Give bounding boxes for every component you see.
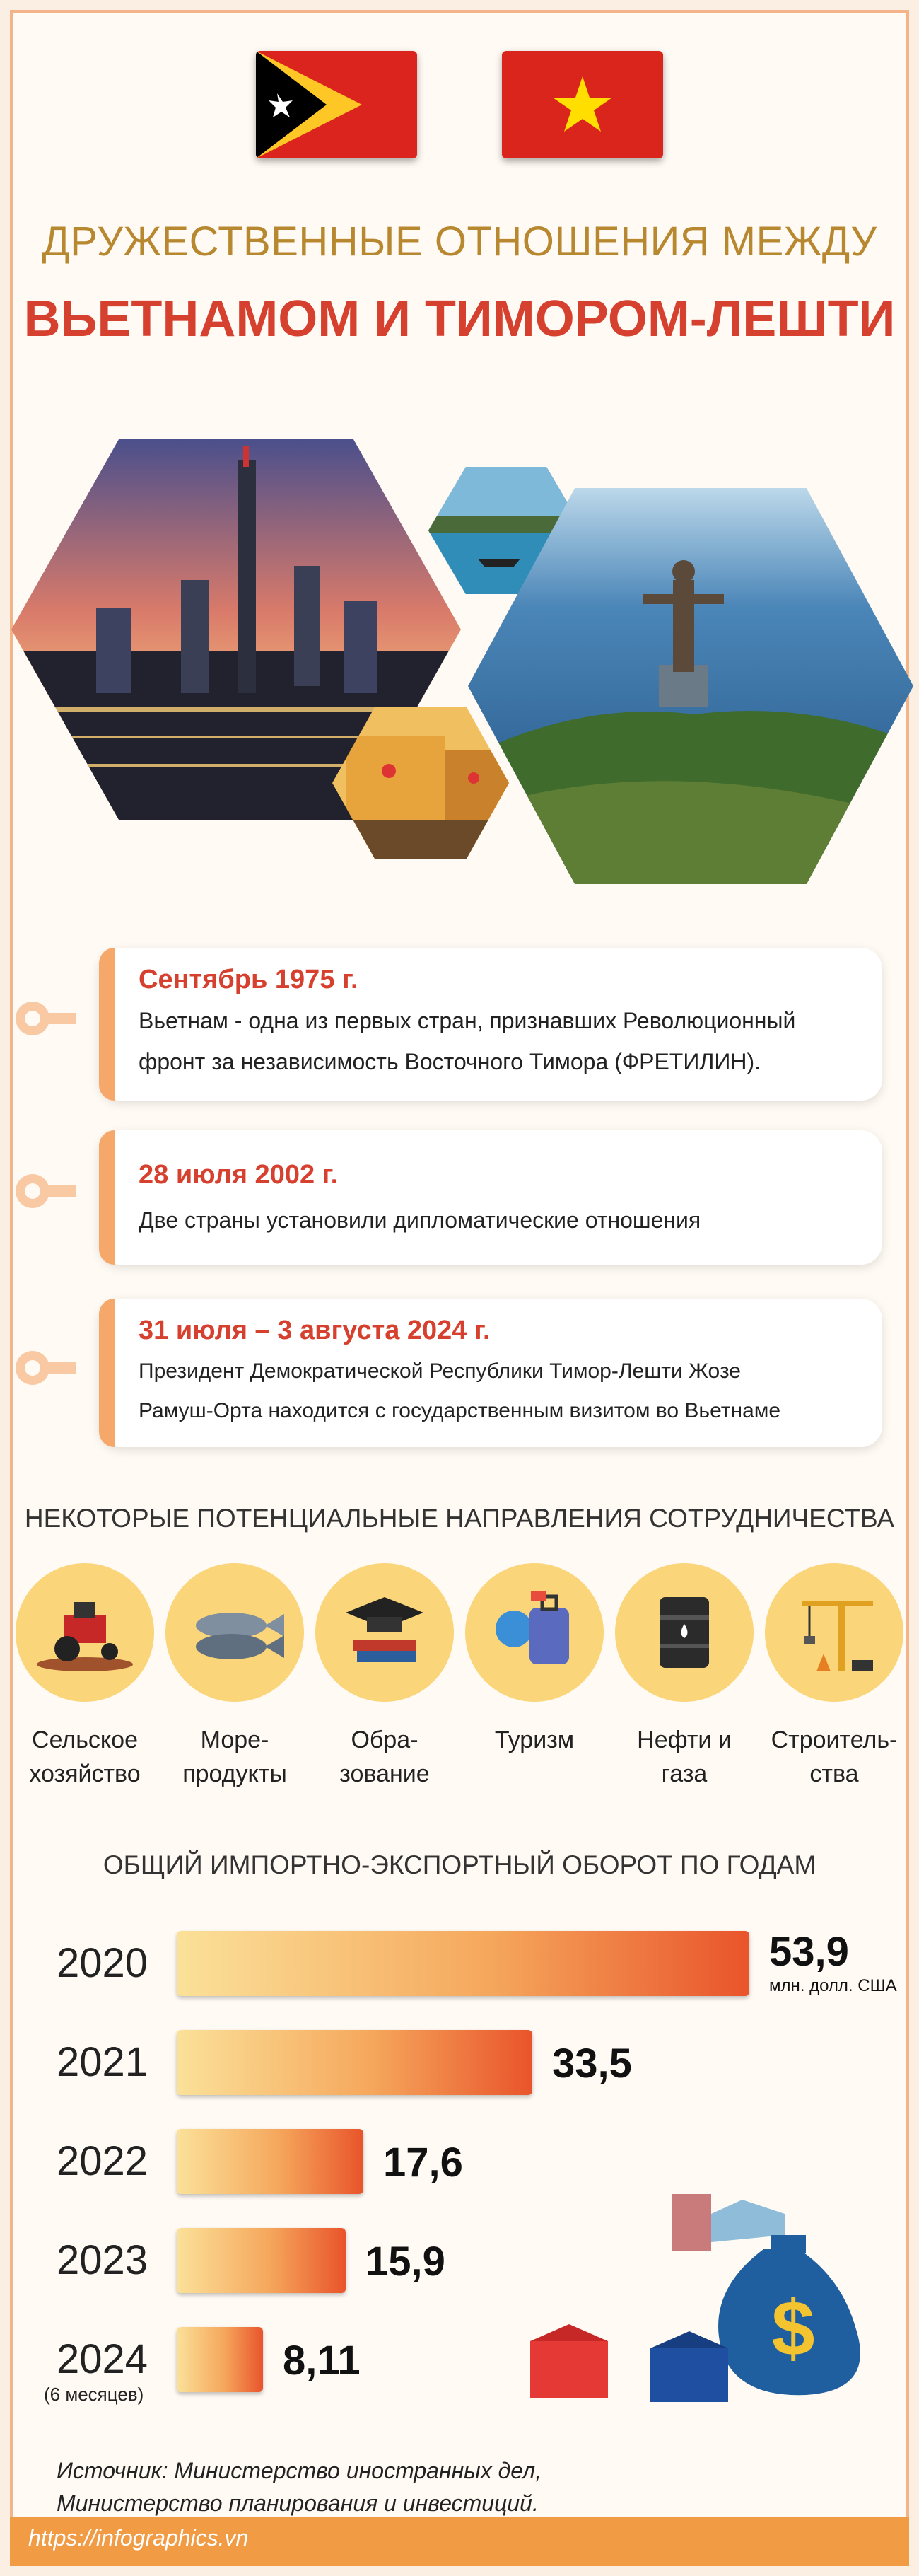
coop-label-line2: ства xyxy=(809,1760,859,1787)
coop-label-line1: Нефти и xyxy=(637,1727,732,1753)
timeline-text-line1: Вьетнам - одна из первых стран, признавших Революционный xyxy=(139,1008,796,1033)
timeline-pin-icon xyxy=(13,1347,76,1389)
vietnam-flag xyxy=(502,51,663,158)
year-label-2021: 2021 xyxy=(57,2039,148,2085)
coop-label-line1: Обра- xyxy=(351,1727,418,1753)
coop-item-education xyxy=(314,1563,455,1791)
fish-icon xyxy=(182,1597,288,1668)
money-bag-icon xyxy=(530,2186,884,2405)
bar-2022 xyxy=(177,2129,363,2194)
coop-label-line2: продукты xyxy=(182,1760,287,1787)
value-label-2021: 33,5 xyxy=(552,2041,632,2087)
year-label-2023: 2023 xyxy=(57,2237,148,2283)
timeline-pin-icon xyxy=(13,1170,76,1212)
source-line1: Источник: Министерство иностранных дел, xyxy=(57,2458,542,2483)
timeline-text-line2: Рамуш-Орта находится с государственным визитом во Вьетнаме xyxy=(139,1399,781,1422)
timeline-date: 28 июля 2002 г. xyxy=(139,1160,339,1190)
oil-barrel-icon xyxy=(652,1590,716,1675)
coop-item-oil-gas xyxy=(614,1563,755,1791)
chart-title: ОБЩИЙ ИМПОРТНО-ЭКСПОРТНЫЙ ОБОРОТ ПО ГОДАМ xyxy=(103,1850,816,1879)
year-label-2024: 2024 xyxy=(57,2336,148,2382)
year-label-2022: 2022 xyxy=(57,2138,148,2184)
title-line2: ВЬЕТНАМОМ И ТИМОРОМ-ЛЕШТИ xyxy=(23,291,896,347)
coop-item-seafood xyxy=(164,1563,305,1791)
bar-2023 xyxy=(177,2228,346,2293)
coop-label-line2: зование xyxy=(339,1760,430,1787)
value-label-2020: 53,9 xyxy=(769,1929,849,1975)
timeline-pin-icon xyxy=(13,997,76,1040)
year-label-2020: 2020 xyxy=(57,1940,148,1986)
value-label-2023: 15,9 xyxy=(365,2239,445,2285)
coop-label-line2: хозяйство xyxy=(29,1760,141,1787)
year-note: (6 месяцев) xyxy=(44,2384,144,2405)
bar-2021 xyxy=(177,2030,532,2095)
bar-2020 xyxy=(177,1931,749,1996)
timeline-text-line1: Президент Демократической Республики Тимор-Лешти Жозе xyxy=(139,1359,741,1383)
tractor-icon xyxy=(35,1594,134,1671)
coop-label-line1: Сельское xyxy=(32,1727,138,1753)
value-label-2022: 17,6 xyxy=(383,2140,463,2186)
coop-label-line1: Туризм xyxy=(494,1727,575,1753)
coop-item-agriculture xyxy=(14,1563,156,1791)
timeline-text-line1: Две страны установили дипломатические отношения xyxy=(139,1207,701,1233)
timeline-date: 31 июля – 3 августа 2024 г. xyxy=(139,1316,491,1345)
suitcase-icon xyxy=(488,1586,580,1678)
title-line1: ДРУЖЕСТВЕННЫЕ ОТНОШЕНИЯ МЕЖДУ xyxy=(42,219,877,265)
value-label-2024: 8,11 xyxy=(283,2338,361,2384)
footer-url[interactable]: https://infographics.vn xyxy=(28,2525,249,2551)
timeline-date: Сентябрь 1975 г. xyxy=(139,965,358,994)
graduation-cap-icon xyxy=(339,1590,431,1675)
coop-label-line1: Море- xyxy=(200,1727,269,1753)
timeline-item-1975 xyxy=(99,948,882,1101)
timeline-item-2002 xyxy=(99,1130,882,1265)
source-note xyxy=(57,2454,542,2519)
timeline-item-2024 xyxy=(99,1299,882,1447)
source-line2: Министерство планирования и инвестиций. xyxy=(57,2490,539,2516)
timor-leste-flag xyxy=(256,51,417,158)
coop-item-tourism xyxy=(464,1563,605,1757)
timeline-text-line2: фронт за независимость Восточного Тимора (ФРЕТИЛИН). xyxy=(139,1049,761,1074)
coop-label-line2: газа xyxy=(661,1760,708,1787)
coop-item-construction xyxy=(763,1563,905,1791)
cooperation-title: НЕКОТОРЫЕ ПОТЕНЦИАЛЬНЫЕ НАПРАВЛЕНИЯ СОТРУДНИЧЕСТВА xyxy=(24,1504,895,1533)
unit-label: млн. долл. США xyxy=(769,1976,897,1995)
footer-bar xyxy=(10,2517,909,2566)
timeline-band xyxy=(99,1130,115,1265)
svg-text:$: $ xyxy=(771,2285,815,2372)
bar-2024 xyxy=(177,2327,263,2392)
timeline-band xyxy=(99,1299,115,1447)
coop-label-line1: Строитель- xyxy=(771,1727,898,1753)
crane-icon xyxy=(788,1586,880,1678)
timeline-band xyxy=(99,948,115,1101)
